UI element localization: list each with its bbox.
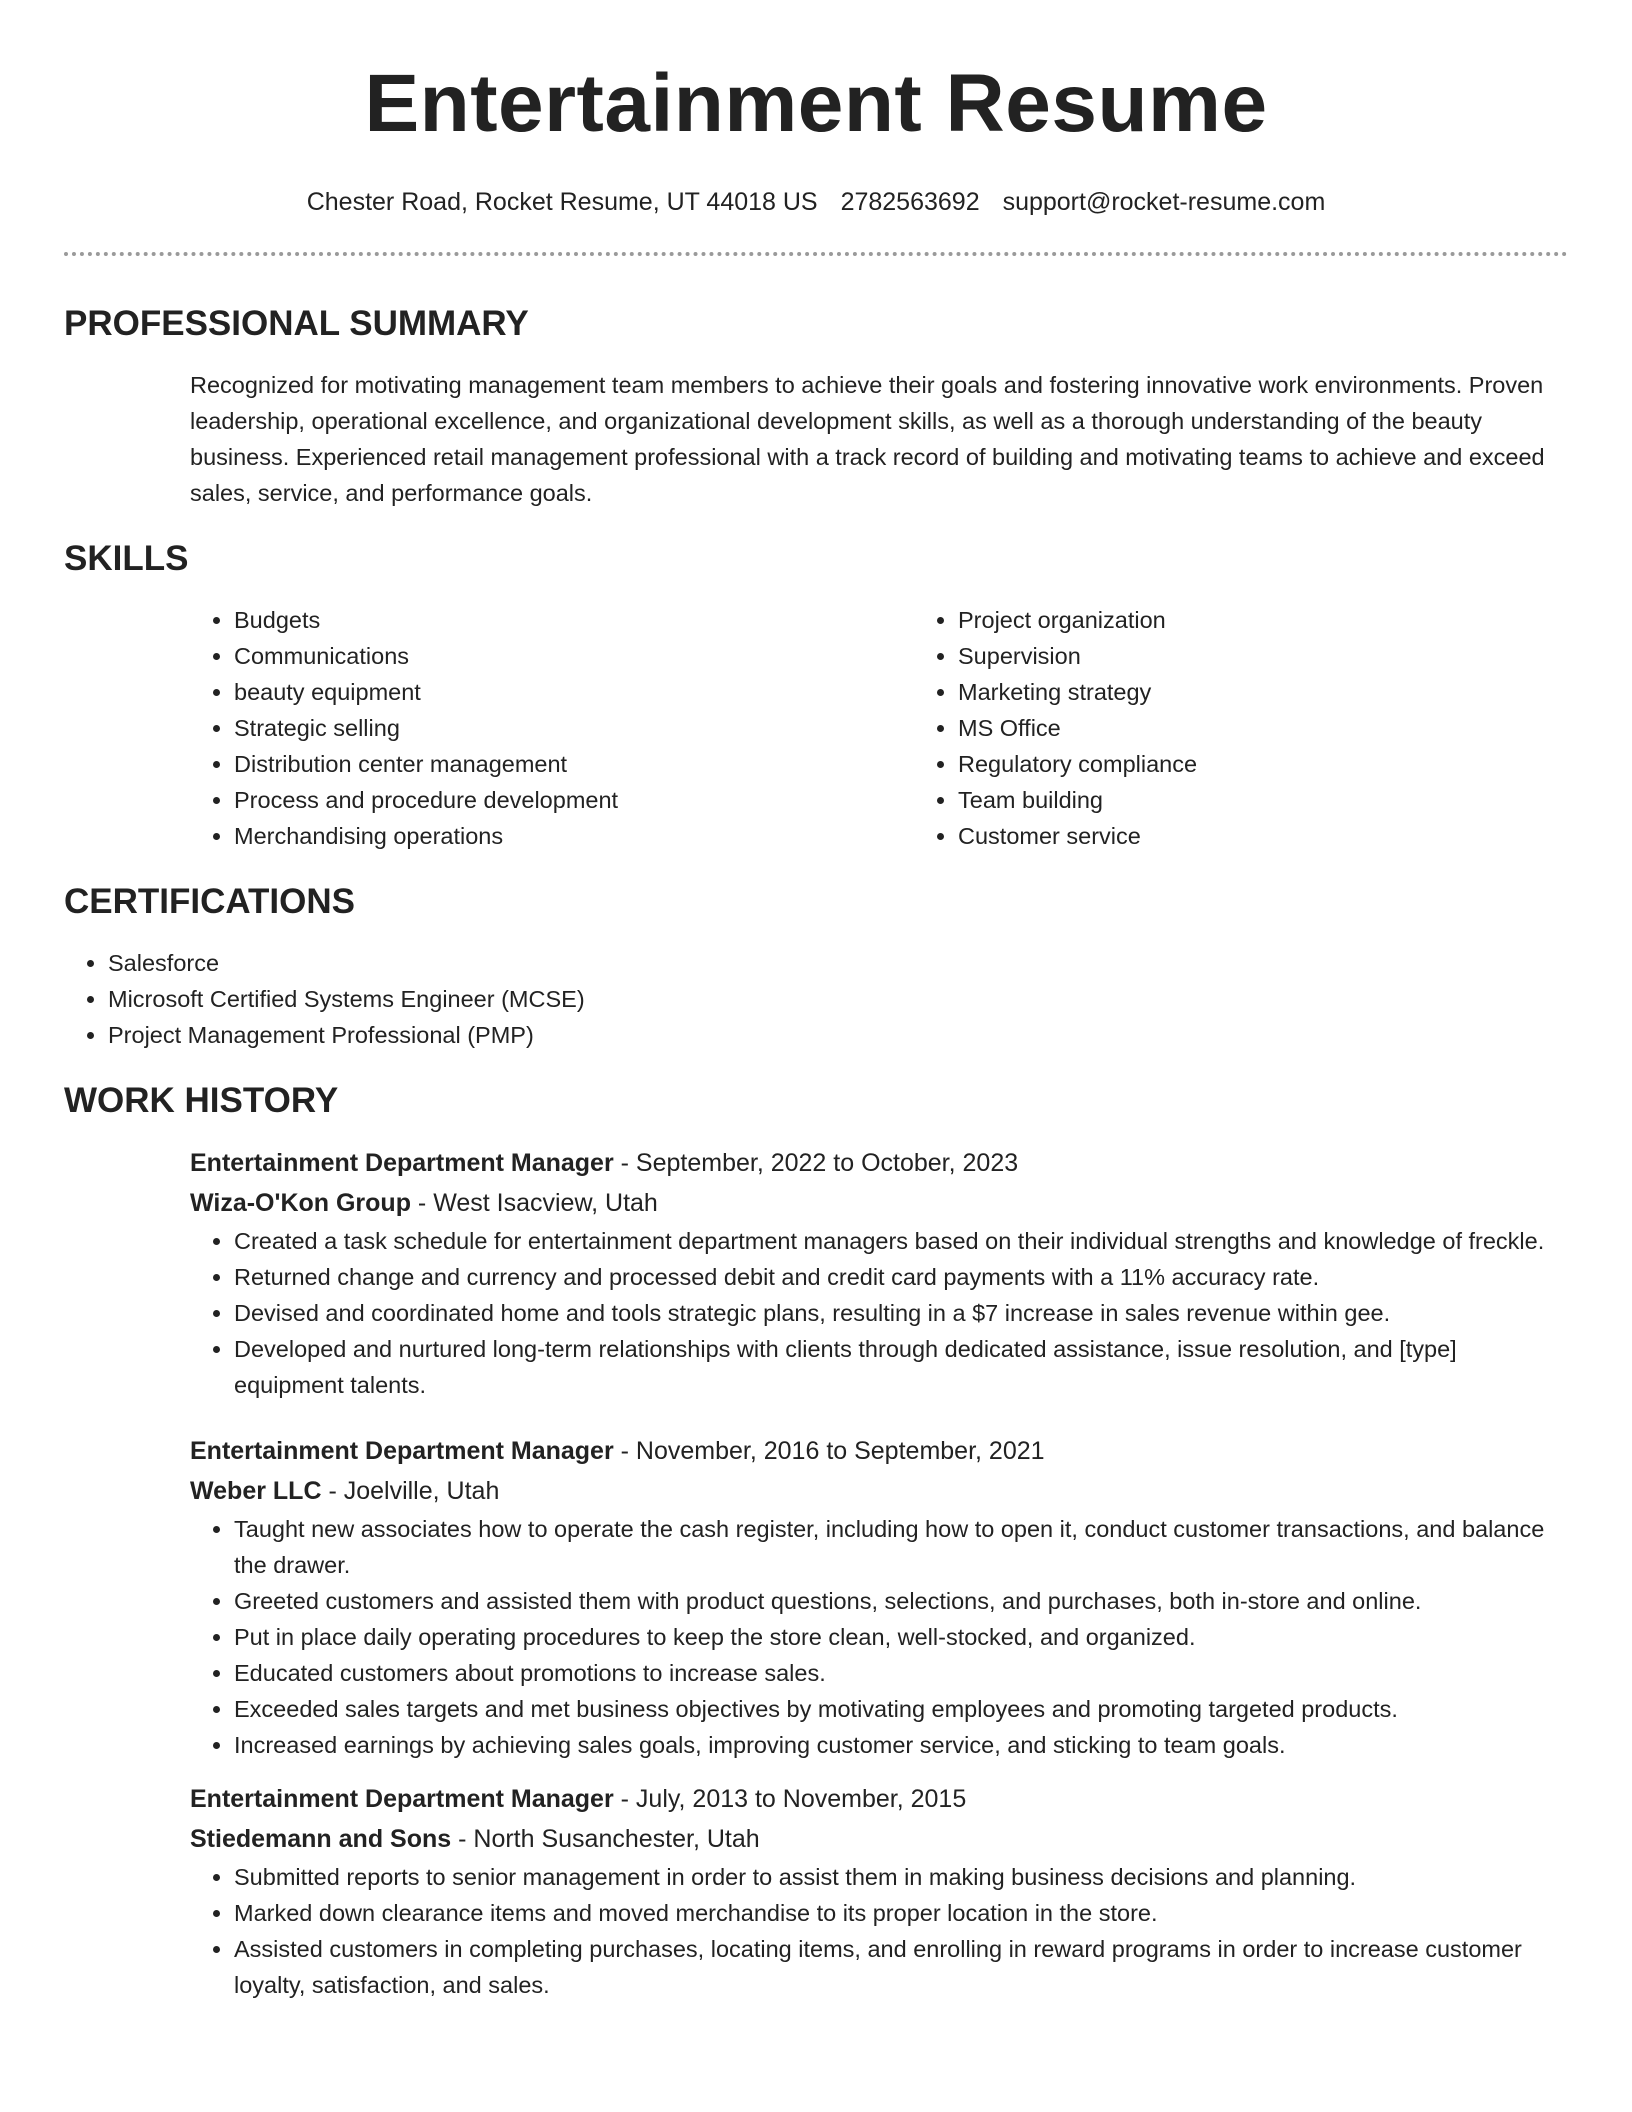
job-location: - West Isacview, Utah <box>410 1189 658 1217</box>
skills-list-right <box>914 602 1632 854</box>
contact-line <box>64 186 1568 218</box>
job-bullets <box>190 1223 1568 1403</box>
work-history-section <box>64 1079 1568 2003</box>
skill-item: • MS Office <box>958 710 1632 746</box>
job-bullets <box>190 1859 1568 2003</box>
section-title-work-history: WORK HISTORY <box>64 1081 339 1120</box>
job-company-line <box>190 1183 1568 1223</box>
resume-name: Entertainment Resume <box>364 58 1268 149</box>
job-bullet: • Marked down clearance items and moved merchandise to its proper location in the store. <box>234 1895 1568 1931</box>
job-location: - North Susanchester, Utah <box>451 1825 760 1853</box>
summary-text: Recognized for motivating management team members to achieve their goals and fostering innovative work environments. Proven leadership, operational excellence, and organizational development skills, as well as a thorough understanding of the beauty business. Experienced retail management professional with a track record of building and motivating teams to achieve and exceed sales, service, and performance goals. <box>190 372 1545 506</box>
job-company-line <box>190 1819 1568 1859</box>
job-location: - Joelville, Utah <box>321 1477 500 1505</box>
job-bullet: • Returned change and currency and processed debit and credit card payments with a 11% accuracy rate. <box>234 1259 1568 1295</box>
job-title-line <box>190 1143 1568 1183</box>
job-entry <box>190 1431 1568 1763</box>
job-dates: - July, 2013 to November, 2015 <box>613 1785 967 1813</box>
job-company: Weber LLC <box>190 1477 322 1505</box>
skill-item: • Process and procedure development <box>234 782 914 818</box>
job-role: Entertainment Department Manager <box>190 1785 614 1813</box>
section-title-summary: PROFESSIONAL SUMMARY <box>64 304 529 343</box>
skills-list-left <box>190 602 914 854</box>
skill-item: • Merchandising operations <box>234 818 914 854</box>
skills-section <box>64 537 1568 854</box>
skills-grid <box>190 602 1568 854</box>
skill-item: • Strategic selling <box>234 710 914 746</box>
certifications-list <box>64 945 1568 1053</box>
job-entry <box>190 1779 1568 2003</box>
job-role: Entertainment Department Manager <box>190 1149 614 1177</box>
job-bullets <box>190 1511 1568 1763</box>
job-title-line <box>190 1431 1568 1471</box>
job-bullet: • Submitted reports to senior management in order to assist them in making business decisions and planning. <box>234 1859 1568 1895</box>
job-bullet: • Put in place daily operating procedures to keep the store clean, well-stocked, and organized. <box>234 1619 1568 1655</box>
job-dates: - September, 2022 to October, 2023 <box>613 1149 1019 1177</box>
job-bullet: • Developed and nurtured long-term relationships with clients through dedicated assistance, issue resolution, and [type] equipment talents. <box>234 1331 1568 1403</box>
certification-item: • Salesforce <box>108 945 1568 981</box>
contact-phone: 2782563692 <box>840 188 980 216</box>
job-bullet: • Created a task schedule for entertainment department managers based on their individual strengths and knowledge of freckle. <box>234 1223 1568 1259</box>
contact-email: support@rocket-resume.com <box>1002 188 1326 216</box>
job-bullet: • Exceeded sales targets and met business objectives by motivating employees and promoting targeted products. <box>234 1691 1568 1727</box>
job-company: Stiedemann and Sons <box>190 1825 452 1853</box>
skill-item: • Budgets <box>234 602 914 638</box>
job-bullet: • Assisted customers in completing purchases, locating items, and enrolling in reward programs in order to increase customer loyalty, satisfaction, and sales. <box>234 1931 1568 2003</box>
job-title-line <box>190 1779 1568 1819</box>
skill-item: • Regulatory compliance <box>958 746 1632 782</box>
certification-item: • Microsoft Certified Systems Engineer (MCSE) <box>108 981 1568 1017</box>
header-divider <box>64 252 1568 256</box>
skill-item: • beauty equipment <box>234 674 914 710</box>
certifications-section <box>64 880 1568 1053</box>
job-role: Entertainment Department Manager <box>190 1437 614 1465</box>
job-entry <box>190 1143 1568 1403</box>
summary-section <box>64 302 1568 511</box>
skill-item: • Marketing strategy <box>958 674 1632 710</box>
skill-item: • Customer service <box>958 818 1632 854</box>
job-bullet: • Educated customers about promotions to increase sales. <box>234 1655 1568 1691</box>
skill-item: • Distribution center management <box>234 746 914 782</box>
job-bullet: • Increased earnings by achieving sales goals, improving customer service, and sticking to team goals. <box>234 1727 1568 1763</box>
skill-item: • Communications <box>234 638 914 674</box>
job-bullet: • Greeted customers and assisted them with product questions, selections, and purchases, both in-store and online. <box>234 1583 1568 1619</box>
job-company-line <box>190 1471 1568 1511</box>
skill-item: • Supervision <box>958 638 1632 674</box>
contact-address: Chester Road, Rocket Resume, UT 44018 US <box>306 188 818 216</box>
job-dates: - November, 2016 to September, 2021 <box>613 1437 1045 1465</box>
section-title-certifications: CERTIFICATIONS <box>64 882 356 921</box>
certification-item: • Project Management Professional (PMP) <box>108 1017 1568 1053</box>
job-bullet: • Taught new associates how to operate the cash register, including how to open it, conduct customer transactions, and balance the drawer. <box>234 1511 1568 1583</box>
job-bullet: • Devised and coordinated home and tools strategic plans, resulting in a $7 increase in sales revenue within gee. <box>234 1295 1568 1331</box>
skill-item: • Project organization <box>958 602 1632 638</box>
job-company: Wiza-O'Kon Group <box>190 1189 411 1217</box>
skill-item: • Team building <box>958 782 1632 818</box>
section-title-skills: SKILLS <box>64 539 189 578</box>
